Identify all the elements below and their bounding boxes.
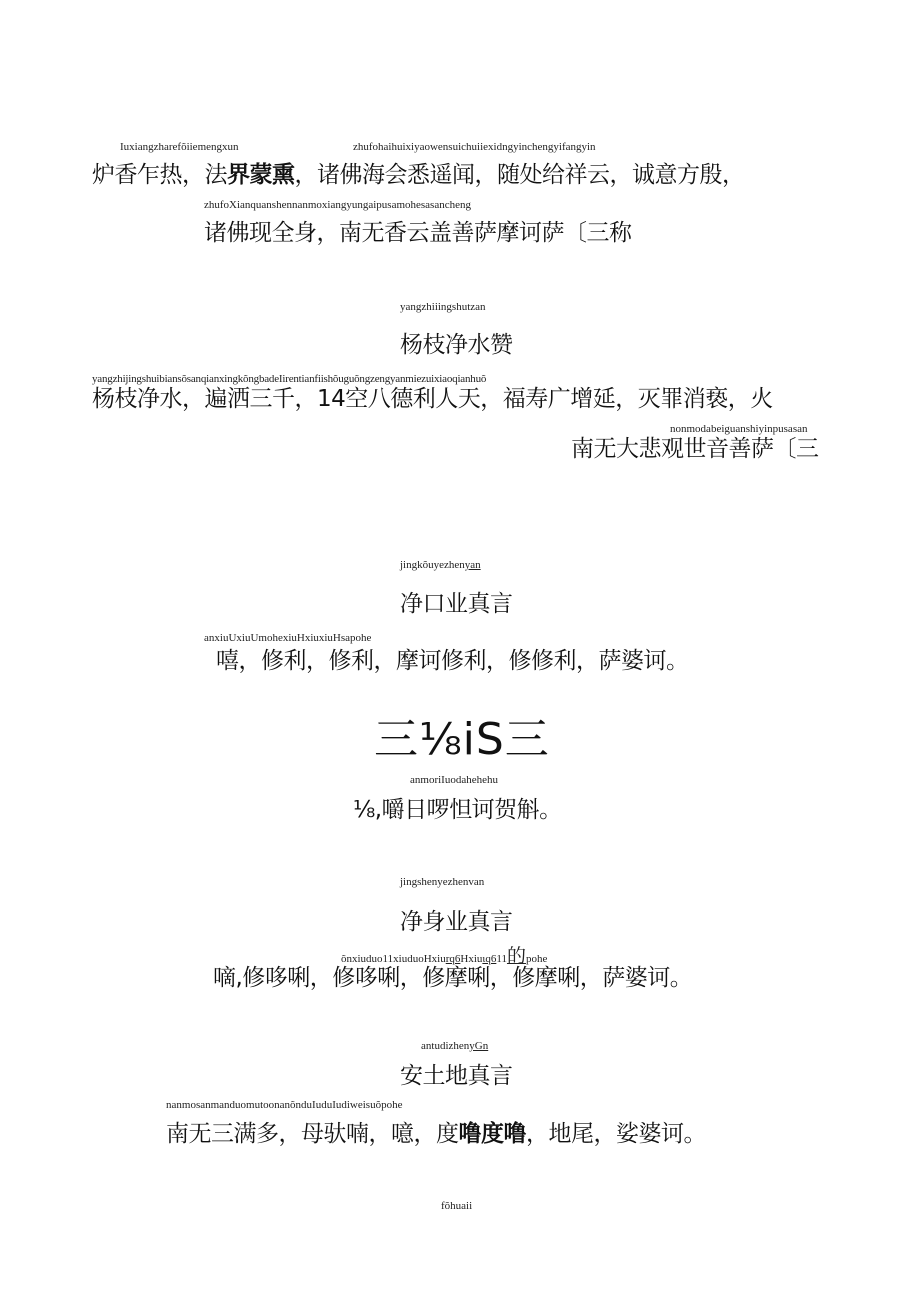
pinyin-fragment: pohe (525, 953, 548, 965)
pinyin-line: anxiuUxiuUmohexiuHxiuxiuHsapohe (204, 632, 372, 644)
text-line: 南无大悲观世音善萨〔三 (571, 436, 819, 462)
section-heading: 杨枝净水赞 (400, 332, 513, 358)
text-line: 嘻，修利，修利，摩诃修利，修修利，萨婆诃。 (216, 648, 689, 674)
bold-fragment: 界蒙熏 (227, 162, 295, 188)
text-line: ⅛,嚼日啰怛诃贺斛。 (353, 797, 562, 823)
pinyin-line: nonmodabeiguanshiyinpusasan (670, 423, 808, 435)
heading-pinyin (421, 1040, 488, 1053)
text-fragment: 南无三满多，母驮喃，噫，度 (166, 1121, 459, 1147)
heading-pinyin: yangzhiiingshutzan (400, 301, 486, 313)
heading-pinyin: jingshenyezhenvan (400, 876, 485, 888)
pinyin-fragment: jingkõuyezhen (400, 559, 465, 571)
pinyin-line: zhufoXianquanshennanmoxiangyungaipusamohesasancheng (204, 199, 471, 211)
large-text-line: 三⅛iS三 (374, 714, 550, 765)
heading-pinyin (400, 559, 481, 572)
text-line: 杨枝净水，遍洒三千，14空八德利人天，福寿广增延，灭罪消亵，火 (92, 386, 773, 412)
bold-fragment: 噜度噜 (458, 1121, 526, 1147)
pinyin-line: nanmosanmanduomutoonanõnduIuduIudiweisuõpohe (166, 1099, 403, 1111)
text-line (92, 161, 745, 189)
pinyin-fragment: rq6 (445, 953, 461, 965)
text-line: 诸佛现全身，南无香云盖善萨摩诃萨〔三称 (204, 220, 632, 246)
text-line (166, 1120, 706, 1148)
text-line: 嘀,修哆唎，修哆唎，修摩唎，修摩唎，萨婆诃。 (213, 965, 693, 991)
pinyin-fragment: õnxiuduo11xiuduoHxiu (341, 953, 446, 965)
inline-character: 的 (506, 945, 526, 967)
pinyin-fragment: ιq6 (482, 953, 497, 965)
pinyin-fragment: 11 (496, 953, 507, 965)
pinyin-fragment: Hxiu (460, 953, 483, 965)
section-heading: 净口业真言 (400, 591, 513, 617)
pinyin-fragment: yGn (469, 1040, 489, 1052)
footer-pinyin: fõhuaii (441, 1200, 473, 1212)
pinyin-line: Iuxiangzharefõiiemengxun (120, 141, 239, 153)
section-heading: 净身业真言 (400, 909, 513, 935)
pinyin-line: zhufohaihuixiyaowensuichuiiexidngyinchengyifangyin (353, 141, 596, 153)
pinyin-line: anmoriIuodahehehu (410, 774, 498, 786)
pinyin-line: yangzhijingshuibiansõsanqianxingkõngbadeIirentianfiishõuguõngzengyanmiezuixiaoqianhuõ (92, 373, 487, 385)
text-fragment: ，诸佛海会悉遥闻，随处给祥云，诚意方殷， (294, 162, 745, 188)
section-heading: 安土地真言 (400, 1063, 513, 1089)
text-fragment: ，地尾，娑婆诃。 (526, 1121, 706, 1147)
text-fragment: 炉香乍热，法 (92, 162, 227, 188)
pinyin-fragment: antudizhen (421, 1040, 470, 1052)
pinyin-fragment: yan (464, 559, 481, 571)
